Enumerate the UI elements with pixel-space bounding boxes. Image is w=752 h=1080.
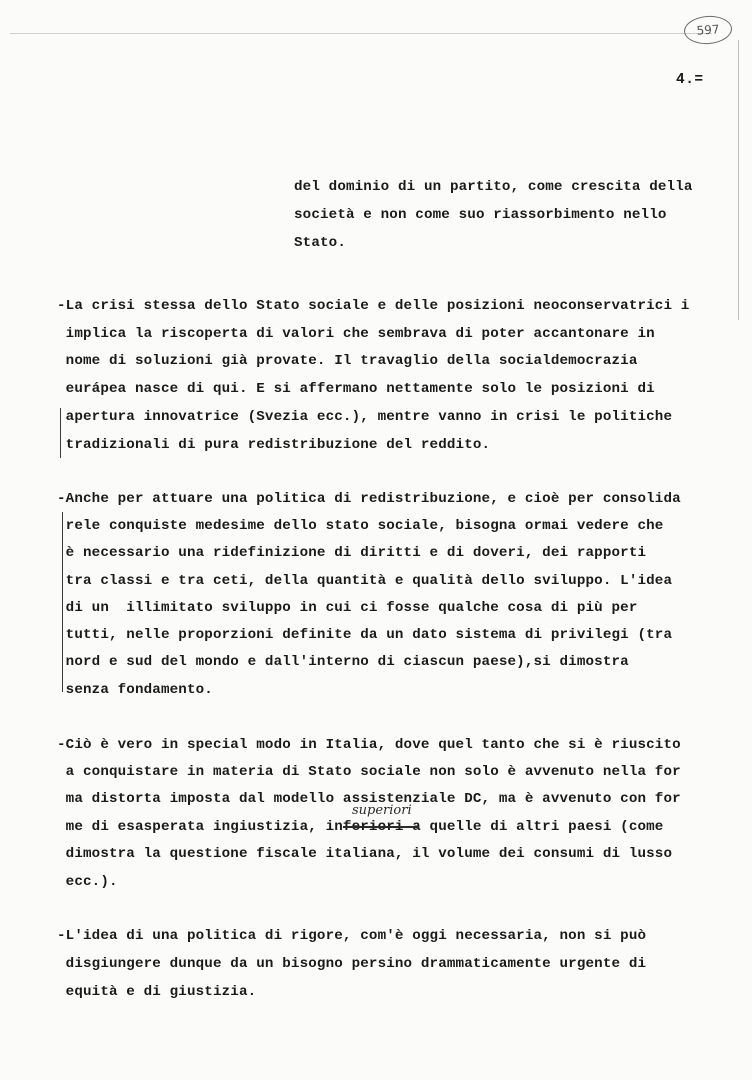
paragraph-3-line: a conquistare in materia di Stato sociale non solo è avvenuto nella for <box>57 764 681 780</box>
intro-line: del dominio di un partito, come crescita della <box>294 179 693 195</box>
intro-line: società e non come suo riassorbimento nello <box>294 207 667 223</box>
archive-stamp: 597 <box>683 14 733 45</box>
paragraph-1-line: nome di soluzioni già provate. Il travaglio della socialdemocrazia <box>57 353 638 369</box>
paragraph-4-line: disgiungere dunque da un bisogno persino drammaticamente urgente di <box>57 956 647 972</box>
paragraph-2-line: di un illimitato sviluppo in cui ci fosse qualche cosa di più per <box>57 600 638 616</box>
paragraph-3-line: -Ciò è vero in special modo in Italia, dove quel tanto che si è riuscito <box>57 737 681 753</box>
paragraph-2-line: nord e sud del mondo e dall'interno di ciascun paese),si dimostra <box>57 654 629 670</box>
paragraph-3-line: dimostra la questione fiscale italiana, il volume dei consumi di lusso <box>57 846 673 862</box>
strikethrough-mark <box>343 826 419 828</box>
paragraph-3-line: ecc.). <box>57 874 118 890</box>
paragraph-3-line: me di esasperata ingiustizia, inferiori a quelle di altri paesi (come <box>57 819 664 835</box>
paragraph-2-line: senza fondamento. <box>57 682 213 698</box>
paragraph-2-line: rele conquiste medesime dello stato sociale, bisogna ormai vedere che <box>57 518 664 534</box>
paragraph-4-line: equità e di giustizia. <box>57 984 257 1000</box>
margin-bracket <box>60 408 61 458</box>
paragraph-1-line: tradizionali di pura redistribuzione del reddito. <box>57 437 491 453</box>
paragraph-1-line: implica la riscoperta di valori che sembrava di poter accantonare in <box>57 326 655 342</box>
paragraph-2-line: tutti, nelle proporzioni definite da un dato sistema di privilegi (tra <box>57 627 673 643</box>
paragraph-1-line: apertura innovatrice (Svezia ecc.), mentre vanno in crisi le politiche <box>57 409 673 425</box>
top-rule <box>10 33 712 34</box>
paragraph-4-line: -L'idea di una politica di rigore, com'è oggi necessaria, non si può <box>57 928 647 944</box>
margin-bracket <box>62 512 63 692</box>
right-edge-rule <box>738 40 739 320</box>
paragraph-2-line: -Anche per attuare una politica di redistribuzione, e cioè per consolida <box>57 491 681 507</box>
paragraph-2-line: tra classi e tra ceti, della quantità e qualità dello sviluppo. L'idea <box>57 573 673 589</box>
paragraph-1-line: eurápea nasce di qui. E si affermano nettamente solo le posizioni di <box>57 381 655 397</box>
page-number: 4.= <box>676 72 704 88</box>
paragraph-1-line: -La crisi stessa dello Stato sociale e delle posizioni neoconservatrici i <box>57 298 690 314</box>
handwritten-correction: superiori <box>352 803 412 818</box>
paragraph-3-line: ma distorta imposta dal modello assistenziale DC, ma è avvenuto con for <box>57 791 681 807</box>
paragraph-2-line: è necessario una ridefinizione di diritti e di doveri, dei rapporti <box>57 545 647 561</box>
intro-line: Stato. <box>294 235 346 251</box>
